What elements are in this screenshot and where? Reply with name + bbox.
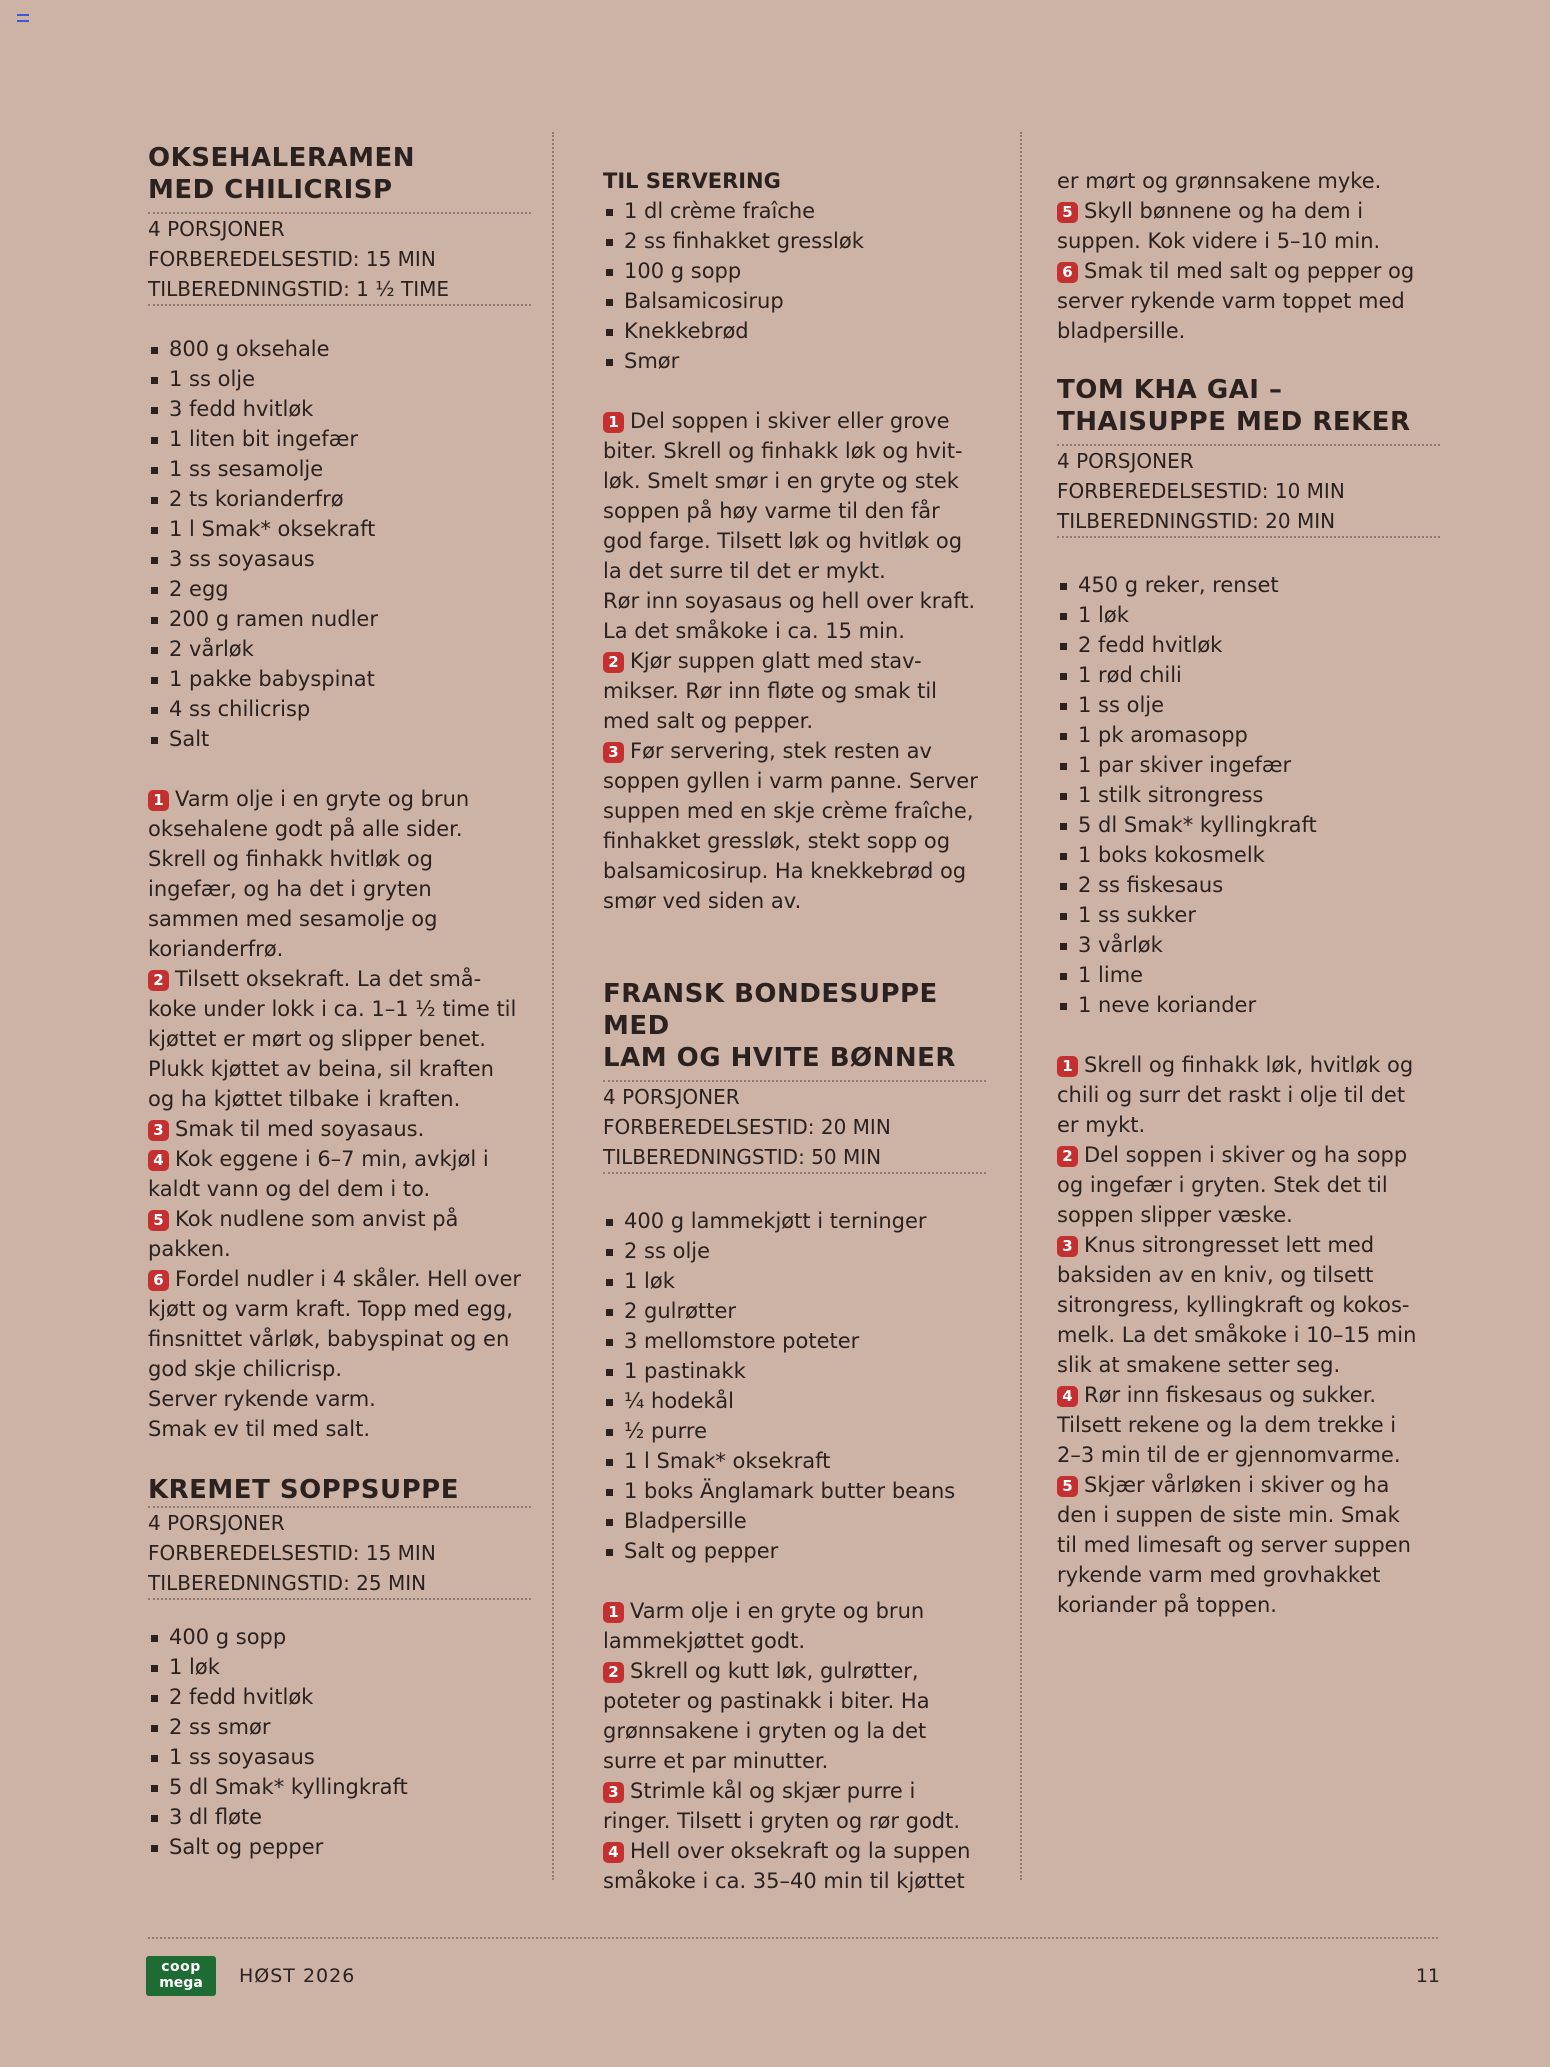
column-2 [603, 166, 986, 1896]
step-text: Skrell og finhakk løk, hvitløk og [1084, 1053, 1414, 1077]
coop-mega-logo [146, 1956, 216, 1996]
step-text: Knus sitrongresset lett med [1084, 1233, 1375, 1257]
recipe-title-line: FRANSK BONDESUPPE MED [603, 979, 938, 1041]
step-line [148, 934, 531, 964]
step-text: småkoke i ca. 35–40 min til kjøttet [603, 1869, 965, 1893]
step-text: og ha kjøttet tilbake i kraften. [148, 1087, 461, 1111]
step-line [603, 586, 986, 616]
step-text: kaldt vann og del dem i to. [148, 1177, 431, 1201]
ingredient-item: 1 boks kokosmelk [1057, 840, 1440, 870]
step-number-badge: 4 [603, 1842, 624, 1863]
steps [148, 784, 531, 1444]
step-text: Kjør suppen glatt med stav- [630, 649, 922, 673]
ingredient-item: 1 lime [1057, 960, 1440, 990]
ingredient-item: 1 pk aromasopp [1057, 720, 1440, 750]
step-line [603, 466, 986, 496]
step-text: poteter og pastinakk i biter. Ha [603, 1689, 930, 1713]
serving-title: TIL SERVERING [603, 169, 781, 193]
step-line [148, 844, 531, 874]
ingredient-item: 1 par skiver ingefær [1057, 750, 1440, 780]
step-text: suppen med en skje crème fraîche, [603, 799, 974, 823]
step-line [603, 1836, 986, 1866]
step-line [1057, 1290, 1440, 1320]
step-text: soppen gyllen i varm panne. Server [603, 769, 978, 793]
ingredient-item: ½ purre [603, 1416, 986, 1446]
step-line [1057, 1230, 1440, 1260]
step-text: god skje chilicrisp. [148, 1357, 343, 1381]
season-label: HØST 2026 [239, 1965, 356, 1987]
step-text: Tilsett rekene og la dem trekke i [1057, 1413, 1397, 1437]
recipe-meta [603, 1080, 986, 1174]
step-line [148, 1144, 531, 1174]
step-text: lammekjøttet godt. [603, 1629, 806, 1653]
step-line [603, 406, 986, 436]
column-divider [552, 132, 554, 1880]
step-text: med salt og pepper. [603, 709, 813, 733]
ingredient-item: 1 l Smak* oksekraft [603, 1446, 986, 1476]
step-line [1057, 196, 1440, 226]
step-text: grønnsakene i gryten og la det [603, 1719, 927, 1743]
ingredient-item: 400 g lammekjøtt i terninger [603, 1206, 986, 1236]
step-text: Server rykende varm. [148, 1387, 376, 1411]
ingredient-item: 1 ss olje [148, 364, 531, 394]
ingredient-item: Knekkebrød [603, 316, 986, 346]
step-number-badge: 5 [148, 1210, 169, 1231]
step-line [603, 526, 986, 556]
step-text: sitrongress, kyllingkraft og kokos- [1057, 1293, 1410, 1317]
ingredient-item: 200 g ramen nudler [148, 604, 531, 634]
ingredient-item: 1 l Smak* oksekraft [148, 514, 531, 544]
step-number-badge: 6 [1057, 262, 1078, 283]
ingredient-item: 1 løk [148, 1652, 531, 1682]
steps [1057, 1050, 1440, 1620]
step-line [148, 1354, 531, 1384]
steps [603, 1596, 986, 1896]
cook-time: TILBEREDNINGSTID: 50 MIN [603, 1145, 882, 1169]
step-text: slik at smakene setter seg. [1057, 1353, 1341, 1377]
step-text: Varm olje i en gryte og brun [175, 787, 470, 811]
step-text: kjøtt og varm kraft. Topp med egg, [148, 1297, 513, 1321]
recipe-meta [1057, 444, 1440, 538]
portions: 4 PORSJONER [148, 217, 285, 241]
ingredient-item: 3 vårløk [1057, 930, 1440, 960]
step-line [148, 874, 531, 904]
step-line [1057, 1350, 1440, 1380]
ingredient-item: 5 dl Smak* kyllingkraft [148, 1772, 531, 1802]
step-text: Del soppen i skiver og ha sopp [1084, 1143, 1408, 1167]
ingredient-item: 1 ss olje [1057, 690, 1440, 720]
step-line [603, 646, 986, 676]
ingredient-item: 2 ss smør [148, 1712, 531, 1742]
step-line [603, 1686, 986, 1716]
ingredient-item: 1 stilk sitrongress [1057, 780, 1440, 810]
page-number: 11 [1415, 1965, 1440, 1987]
step-line [603, 796, 986, 826]
ingredient-item: 1 ss sesamolje [148, 454, 531, 484]
step-text: Skrell og finhakk hvitløk og [148, 847, 433, 871]
ingredient-list [1057, 570, 1440, 1020]
step-text: Strimle kål og skjær purre i [630, 1779, 916, 1803]
step-number-badge: 2 [148, 970, 169, 991]
cook-time: TILBEREDNINGSTID: 1 ½ TIME [148, 277, 450, 301]
step-number-badge: 2 [1057, 1146, 1078, 1167]
step-text: løk. Smelt smør i en gryte og stek [603, 469, 959, 493]
step-text: Rør inn soyasaus og hell over kraft. [603, 589, 976, 613]
ingredient-item: Salt og pepper [148, 1832, 531, 1862]
step-number-badge: 2 [603, 652, 624, 673]
ingredient-item: Balsamicosirup [603, 286, 986, 316]
step-number-badge: 1 [603, 1602, 624, 1623]
step-text: Plukk kjøttet av beina, sil kraften [148, 1057, 494, 1081]
steps-continued [1057, 166, 1440, 346]
step-line [148, 1024, 531, 1054]
step-text: sammen med sesamolje og [148, 907, 438, 931]
step-number-badge: 1 [148, 790, 169, 811]
logo-line: mega [159, 1975, 203, 1991]
ingredient-item: 1 neve koriander [1057, 990, 1440, 1020]
step-line [1057, 1410, 1440, 1440]
step-line [1057, 1530, 1440, 1560]
ingredient-item: 2 egg [148, 574, 531, 604]
recipe-meta [148, 1506, 531, 1600]
step-line [603, 616, 986, 646]
portions: 4 PORSJONER [603, 1085, 740, 1109]
ingredient-item: 2 ss olje [603, 1236, 986, 1266]
recipe-title-line: OKSEHALERAMEN [148, 143, 415, 173]
step-text: Kok eggene i 6–7 min, avkjøl i [175, 1147, 489, 1171]
step-line [1057, 1380, 1440, 1410]
ingredient-item: 800 g oksehale [148, 334, 531, 364]
ingredient-item: 1 ss soyasaus [148, 1742, 531, 1772]
ingredient-item: 3 fedd hvitløk [148, 394, 531, 424]
ingredient-item: 1 løk [1057, 600, 1440, 630]
ingredient-item: 2 fedd hvitløk [1057, 630, 1440, 660]
step-text: rykende varm med grovhakket [1057, 1563, 1381, 1587]
step-number-badge: 1 [603, 412, 624, 433]
step-number-badge: 3 [603, 742, 624, 763]
step-line [148, 1264, 531, 1294]
step-text: chili og surr det raskt i olje til det [1057, 1083, 1406, 1107]
step-text: baksiden av en kniv, og tilsett [1057, 1263, 1374, 1287]
step-text: ringer. Tilsett i gryten og rør godt. [603, 1809, 961, 1833]
step-text: Smak til med salt og pepper og [1084, 259, 1415, 283]
ingredient-item: 3 dl fløte [148, 1802, 531, 1832]
step-text: surre et par minutter. [603, 1749, 829, 1773]
ingredient-item: 2 ss finhakket gressløk [603, 226, 986, 256]
recipe-title-line: LAM OG HVITE BØNNER [603, 1043, 956, 1073]
step-text: pakken. [148, 1237, 231, 1261]
ingredient-item: 1 pastinakk [603, 1356, 986, 1386]
prep-time: FORBEREDELSESTID: 20 MIN [603, 1115, 891, 1139]
step-line [603, 1806, 986, 1836]
prep-time: FORBEREDELSESTID: 15 MIN [148, 247, 436, 271]
step-line [1057, 1080, 1440, 1110]
step-line [603, 1776, 986, 1806]
step-text: Skrell og kutt løk, gulrøtter, [630, 1659, 919, 1683]
step-line [148, 1174, 531, 1204]
step-number-badge: 5 [1057, 1476, 1078, 1497]
step-text: soppen på høy varme til den får [603, 499, 940, 523]
step-text: la det surre til det er mykt. [603, 559, 886, 583]
portions: 4 PORSJONER [148, 1511, 285, 1535]
step-line [603, 856, 986, 886]
step-line [1057, 1170, 1440, 1200]
step-text: balsamicosirup. Ha knekkebrød og [603, 859, 967, 883]
corner-link-icon[interactable] [17, 14, 29, 22]
prep-time: FORBEREDELSESTID: 10 MIN [1057, 479, 1345, 503]
ingredient-item: 2 ss fiskesaus [1057, 870, 1440, 900]
step-line [1057, 226, 1440, 256]
step-line [603, 766, 986, 796]
ingredient-item: 450 g reker, renset [1057, 570, 1440, 600]
step-line [603, 1866, 986, 1896]
step-text: suppen. Kok videre i 5–10 min. [1057, 229, 1381, 253]
step-text: biter. Skrell og finhakk løk og hvit- [603, 439, 963, 463]
ingredient-item: 1 pakke babyspinat [148, 664, 531, 694]
step-line [603, 1716, 986, 1746]
column-1 [148, 142, 531, 1862]
ingredient-item: 5 dl Smak* kyllingkraft [1057, 810, 1440, 840]
recipe-title-line: MED CHILICRISP [148, 175, 393, 205]
step-line [148, 1384, 531, 1414]
ingredient-item: ¼ hodekål [603, 1386, 986, 1416]
step-line [148, 1234, 531, 1264]
step-text: server rykende varm toppet med [1057, 289, 1405, 313]
step-line [1057, 1440, 1440, 1470]
step-number-badge: 4 [148, 1150, 169, 1171]
step-line [148, 784, 531, 814]
step-text: Skyll bønnene og ha dem i [1084, 199, 1364, 223]
cook-time: TILBEREDNINGSTID: 25 MIN [148, 1571, 427, 1595]
step-line [148, 1294, 531, 1324]
ingredient-list [603, 1206, 986, 1566]
step-text: den i suppen de siste min. Smak [1057, 1503, 1400, 1527]
ingredient-item: 2 vårløk [148, 634, 531, 664]
column-divider [1020, 132, 1022, 1880]
ingredient-item: 1 dl crème fraîche [603, 196, 986, 226]
step-text: finhakket gressløk, stekt sopp og [603, 829, 951, 853]
step-text: mikser. Rør inn fløte og smak til [603, 679, 938, 703]
step-line [1057, 166, 1440, 196]
step-line [1057, 1320, 1440, 1350]
step-text: kjøttet er mørt og slipper benet. [148, 1027, 486, 1051]
steps [603, 406, 986, 916]
ingredient-item: 2 fedd hvitløk [148, 1682, 531, 1712]
step-number-badge: 1 [1057, 1056, 1078, 1077]
ingredient-item: 1 ss sukker [1057, 900, 1440, 930]
step-text: 2–3 min til de er gjennomvarme. [1057, 1443, 1401, 1467]
step-line [603, 556, 986, 586]
ingredient-item: 2 gulrøtter [603, 1296, 986, 1326]
step-line [603, 886, 986, 916]
ingredient-item: 3 mellomstore poteter [603, 1326, 986, 1356]
step-text: soppen slipper væske. [1057, 1203, 1293, 1227]
step-line [1057, 1560, 1440, 1590]
step-number-badge: 2 [603, 1662, 624, 1683]
step-text: Smak ev til med salt. [148, 1417, 371, 1441]
step-text: koke under lokk i ca. 1–1 ½ time til [148, 997, 517, 1021]
step-text: Rør inn fiskesaus og sukker. [1084, 1383, 1377, 1407]
serving-list [603, 196, 986, 376]
step-text: god farge. Tilsett løk og hvitløk og [603, 529, 963, 553]
step-text: og ingefær i gryten. Stek det til [1057, 1173, 1388, 1197]
step-line [148, 964, 531, 994]
step-line [603, 1626, 986, 1656]
step-text: korianderfrø. [148, 937, 284, 961]
step-line [1057, 1470, 1440, 1500]
step-line [603, 1746, 986, 1776]
ingredient-item: Salt og pepper [603, 1536, 986, 1566]
step-line [1057, 1140, 1440, 1170]
logo-line: coop [161, 1959, 201, 1975]
step-line [1057, 316, 1440, 346]
step-text: oksehalene godt på alle sider. [148, 817, 463, 841]
step-line [603, 736, 986, 766]
ingredient-list [148, 334, 531, 754]
step-line [603, 1596, 986, 1626]
step-text: smør ved siden av. [603, 889, 802, 913]
step-line [1057, 1500, 1440, 1530]
ingredient-list [148, 1622, 531, 1862]
step-line [148, 994, 531, 1024]
ingredient-item: Bladpersille [603, 1506, 986, 1536]
ingredient-item: 2 ts korianderfrø [148, 484, 531, 514]
ingredient-item: 3 ss soyasaus [148, 544, 531, 574]
step-line [1057, 1260, 1440, 1290]
ingredient-item: 1 løk [603, 1266, 986, 1296]
column-3 [1057, 166, 1440, 1620]
step-text: til med limesaft og server suppen [1057, 1533, 1411, 1557]
step-line [603, 676, 986, 706]
step-line [1057, 1200, 1440, 1230]
step-text: Før servering, stek resten av [630, 739, 932, 763]
step-text: Skjær vårløken i skiver og ha [1084, 1473, 1390, 1497]
step-text: Varm olje i en gryte og brun [630, 1599, 925, 1623]
step-line [148, 1084, 531, 1114]
step-text: La det småkoke i ca. 15 min. [603, 619, 905, 643]
step-line [148, 1414, 531, 1444]
step-text: finsnittet vårløk, babyspinat og en [148, 1327, 510, 1351]
prep-time: FORBEREDELSESTID: 15 MIN [148, 1541, 436, 1565]
step-number-badge: 4 [1057, 1386, 1078, 1407]
ingredient-item: 1 boks Änglamark butter beans [603, 1476, 986, 1506]
step-text: Fordel nudler i 4 skåler. Hell over [175, 1267, 522, 1291]
step-line [603, 1656, 986, 1686]
step-line [1057, 1050, 1440, 1080]
recipe-meta [148, 212, 531, 306]
step-text: Smak til med soyasaus. [175, 1117, 425, 1141]
step-line [603, 826, 986, 856]
step-line [148, 814, 531, 844]
step-line [148, 1324, 531, 1354]
step-number-badge: 5 [1057, 202, 1078, 223]
recipe-title-line: THAISUPPE MED REKER [1057, 407, 1411, 437]
ingredient-item: 400 g sopp [148, 1622, 531, 1652]
step-text: Hell over oksekraft og la suppen [630, 1839, 971, 1863]
step-line [603, 706, 986, 736]
portions: 4 PORSJONER [1057, 449, 1194, 473]
cook-time: TILBEREDNINGSTID: 20 MIN [1057, 509, 1336, 533]
step-line [148, 904, 531, 934]
step-line [1057, 286, 1440, 316]
step-number-badge: 6 [148, 1270, 169, 1291]
ingredient-item: 4 ss chilicrisp [148, 694, 531, 724]
ingredient-item: 1 liten bit ingefær [148, 424, 531, 454]
step-text: koriander på toppen. [1057, 1593, 1277, 1617]
ingredient-item: Salt [148, 724, 531, 754]
step-line [603, 496, 986, 526]
step-text: er mørt og grønnsakene myke. [1057, 169, 1382, 193]
step-text: ingefær, og ha det i gryten [148, 877, 432, 901]
step-line [148, 1114, 531, 1144]
step-text: bladpersille. [1057, 319, 1186, 343]
step-number-badge: 3 [148, 1120, 169, 1141]
step-line [1057, 1110, 1440, 1140]
step-number-badge: 3 [1057, 1236, 1078, 1257]
recipe-title-line: TOM KHA GAI – [1057, 375, 1283, 405]
ingredient-item: 1 rød chili [1057, 660, 1440, 690]
step-line [148, 1054, 531, 1084]
step-text: Tilsett oksekraft. La det små- [175, 967, 482, 991]
ingredient-item: 100 g sopp [603, 256, 986, 286]
step-line [148, 1204, 531, 1234]
footer-divider [148, 1937, 1438, 1939]
step-line [1057, 1590, 1440, 1620]
ingredient-item: Smør [603, 346, 986, 376]
step-number-badge: 3 [603, 1782, 624, 1803]
step-text: er mykt. [1057, 1113, 1146, 1137]
step-text: Kok nudlene som anvist på [175, 1207, 459, 1231]
recipe-title: KREMET SOPPSUPPE [148, 1475, 459, 1505]
step-text: Del soppen i skiver eller grove [630, 409, 950, 433]
step-line [1057, 256, 1440, 286]
step-text: melk. La det småkoke i 10–15 min [1057, 1323, 1417, 1347]
step-line [603, 436, 986, 466]
